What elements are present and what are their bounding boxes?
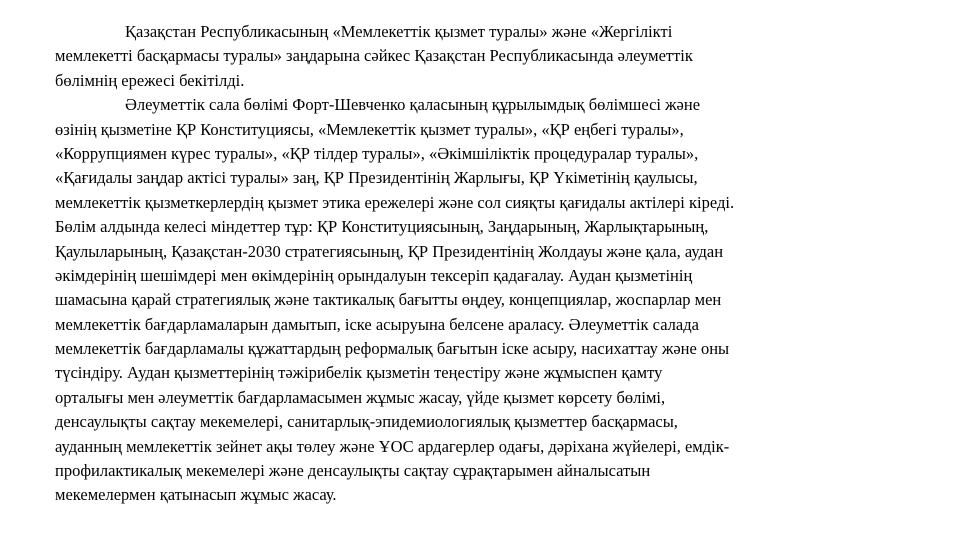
paragraph-1-line-1: Қазақстан Республикасының «Мемлекеттік қызмет туралы» және «Жергілікті: [125, 22, 673, 41]
paragraph-2-line-7: Қаулыларының, Қазақстан-2030 стратегиясының, ҚР Президентінің Жолдауы және қала, аудан: [55, 241, 724, 261]
paragraph-2-line-16: профилактикалық мекемелері және денсаулықты сақтау сұрақтарымен айналысатын: [55, 461, 651, 481]
paragraph-2-line-6: Бөлім алдында келесі міндеттер тұр: ҚР Конституциясының, Заңдарының, Жарлықтарының,: [55, 217, 709, 237]
paragraph-2-line-17: мекемелермен қатынасып жұмыс жасау.: [55, 485, 337, 505]
paragraph-2-line-11: мемлекеттік бағдарламалы құжаттардың реформалық бағытын іске асыру, насихаттау және оны: [55, 339, 730, 359]
paragraph-2-line-9: шамасына қарай стратегиялық және тактикалық бағытты өңдеу, концепциялар, жоспарлар мен: [55, 290, 722, 310]
document-body: [55, 20, 915, 508]
paragraph-1-line-3: бөлімнің ережесі бекітілді.: [55, 70, 245, 90]
paragraph-2-line-14: денсаулықты сақтау мекемелері, санитарлық-эпидемиологиялық қызметтер басқармасы,: [55, 412, 678, 432]
paragraph-2-line-15: ауданның мемлекеттік зейнет ақы төлеу және ҰОС ардагерлер одағы, дәріхана жүйелері, емдік-: [55, 436, 730, 456]
paragraph-1-line-2: мемлекетті басқармасы туралы» заңдарына сәйкес Қазақстан Республикасында әлеуметтік: [55, 46, 693, 66]
paragraph-2-line-10: мемлекеттік бағдарламаларын дамытып, іске асыруына белсене араласу. Әлеуметтік салада: [55, 314, 699, 334]
paragraph-2-line-3: «Коррупциямен күрес туралы», «ҚР тілдер туралы», «Әкімшіліктік процедуралар туралы»,: [55, 143, 699, 163]
paragraph-2-line-8: әкімдерінің шешімдері мен өкімдерінің орындалуын тексеріп қадағалау. Аудан қызметінің: [55, 265, 693, 285]
paragraph-2-line-13: орталығы мен әлеуметтік бағдарламасымен жұмыс жасау, үйде қызмет көрсету бөлімі,: [55, 387, 666, 407]
paragraph-2-line-5: мемлекеттік қызметкерлердің қызмет этика ережелері және сол сияқты қағидалы актілері кіреді.: [55, 192, 735, 212]
paragraph-2-line-4: «Қағидалы заңдар актісі туралы» заң, ҚР Президентінің Жарлығы, ҚР Үкіметінің қаулысы,: [55, 168, 698, 188]
paragraph-2-line-1: Әлеуметтік сала бөлімі Форт-Шевченко қаласының құрылымдық бөлімшесі және: [125, 95, 701, 115]
paragraph-2-line-12: түсіндіру. Аудан қызметтерінің тәжірибелік қызметін теңестіру және жұмыспен қамту: [55, 363, 663, 383]
paragraph-2-line-2: өзінің қызметіне ҚР Конституциясы, «Мемлекеттік қызмет туралы», «ҚР еңбегі туралы»,: [55, 119, 684, 139]
